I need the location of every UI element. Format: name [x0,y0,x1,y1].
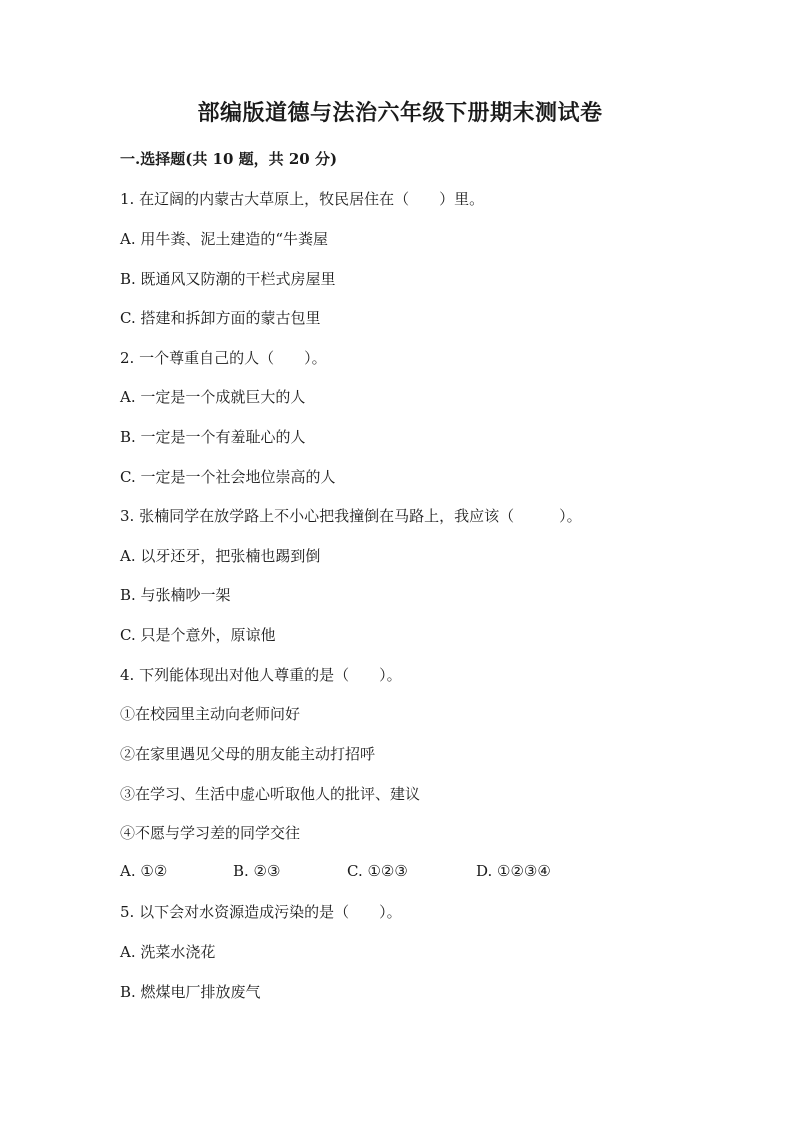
question-1-option-a: A. 用牛粪、泥土建造的“牛粪屋 [120,230,329,248]
question-4-choice-b: B. ②③ [233,862,281,880]
page-title: 部编版道德与法治六年级下册期末测试卷 [197,100,603,126]
question-3-stem: 3. 张楠同学在放学路上不小心把我撞倒在马路上，我应该（ ）。 [120,507,582,525]
question-1-stem: 1. 在辽阔的内蒙古大草原上，牧民居住在（ ）里。 [120,190,485,208]
question-4-choice-a: A. ①② [120,862,168,880]
question-1-option-c: C. 搭建和拆卸方面的蒙古包里 [120,309,321,327]
question-2-stem: 2. 一个尊重自己的人（ ）。 [120,349,327,367]
question-4-choice-c: C. ①②③ [347,862,408,880]
question-2-option-a: A. 一定是一个成就巨大的人 [120,388,306,406]
question-4-statement-1: ①在校园里主动向老师问好 [120,705,301,723]
question-3-option-a: A. 以牙还牙，把张楠也踢到倒 [120,547,321,565]
question-4-choices [120,862,680,884]
question-2-option-b: B. 一定是一个有羞耻心的人 [120,428,306,446]
question-4-statement-3: ③在学习、生活中虚心听取他人的批评、建议 [120,785,421,803]
question-4-stem: 4. 下列能体现出对他人尊重的是（ ）。 [120,666,402,684]
question-3-option-c: C. 只是个意外，原谅他 [120,626,276,644]
section-heading: 一.选择题(共 10 题，共 20 分) [120,150,338,168]
question-5-stem: 5. 以下会对水资源造成污染的是（ ）。 [120,903,402,921]
question-5-option-a: A. 洗菜水浇花 [120,943,216,961]
question-5-option-b: B. 燃煤电厂排放废气 [120,983,261,1001]
question-4-statement-2: ②在家里遇见父母的朋友能主动打招呼 [120,745,376,763]
question-4-choice-d: D. ①②③④ [476,862,551,880]
question-3-option-b: B. 与张楠吵一架 [120,586,231,604]
question-2-option-c: C. 一定是一个社会地位崇高的人 [120,468,336,486]
question-1-option-b: B. 既通风又防潮的干栏式房屋里 [120,270,336,288]
question-4-statement-4: ④不愿与学习差的同学交往 [120,824,301,842]
